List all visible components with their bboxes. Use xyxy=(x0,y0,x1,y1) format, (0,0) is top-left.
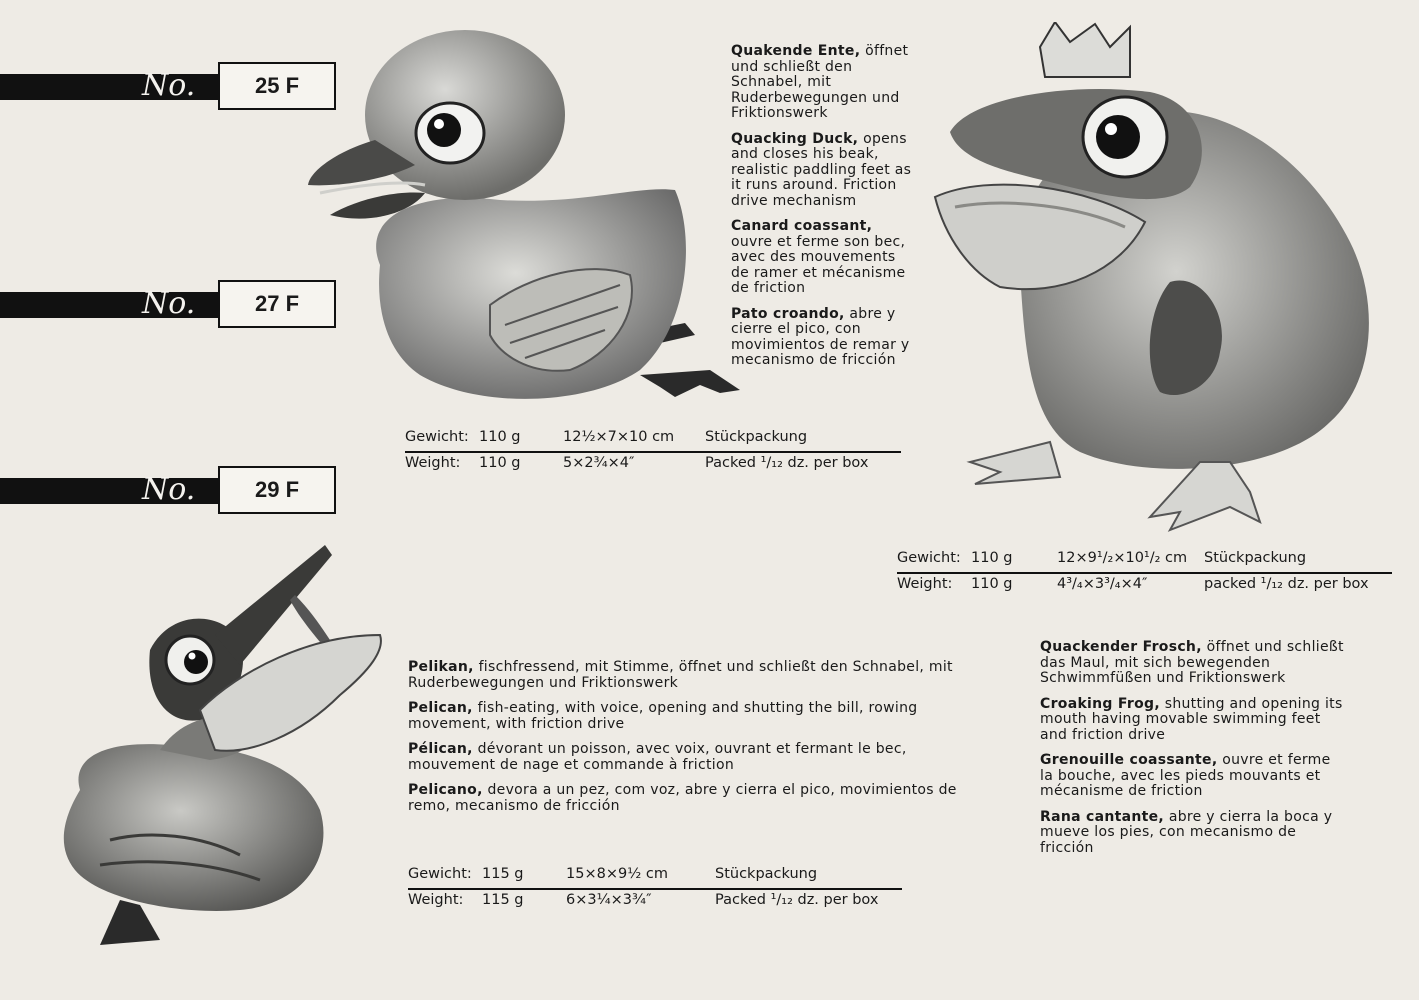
frog-desc-de: Quackender Frosch, öffnet und schließt das Maul, mit sich bewegenden Schwimmfüßen und Friktionswerk xyxy=(1040,639,1344,686)
duck-desc-es: Pato croando, abre y cierre el pico, con movimientos de remar y mecanismo de fricción xyxy=(731,305,910,368)
pelican-desc-de: Pelikan, fischfressend, mit Stimme, öffnet und schließt den Schnabel, mit Ruderbewegungen und Friktionswerk xyxy=(408,659,953,691)
item-code: 27 F xyxy=(218,280,336,328)
duck-desc-fr: Canard coassant, ouvre et ferme son bec, avec des mouvements de ramer et mécanisme de friction xyxy=(731,218,906,296)
frog-desc-fr: Grenouille coassante, ouvre et ferme la bouche, avec les pieds mouvants et mécanisme de friction xyxy=(1040,752,1331,799)
item-number-25f xyxy=(0,62,340,114)
frog-desc-es: Rana cantante, abre y cierra la boca y mueve los pies, con mecanismo de fricción xyxy=(1040,808,1333,856)
duck-illustration xyxy=(300,25,750,420)
frog-desc-en: Croaking Frog, shutting and opening its mouth having movable swimming feet and friction drive xyxy=(1040,695,1343,743)
duck-description xyxy=(731,44,917,379)
item-code: 29 F xyxy=(218,466,336,514)
spec-row-imperial: Weight: 110 g 5×2¾×4″ Packed ¹/₁₂ dz. per box xyxy=(405,455,869,471)
pelican-illustration xyxy=(40,540,400,955)
duck-desc-de: Quakende Ente, öffnet und schließt den Schnabel, mit Ruderbewegungen und Friktionswerk xyxy=(731,43,909,121)
pelican-desc-en: Pelican, fish-eating, with voice, opening and shutting the bill, rowing movement, with friction drive xyxy=(408,700,918,732)
no-label: No. xyxy=(142,472,196,507)
spec-row-imperial: Weight: 115 g 6×3¼×3¾″ Packed ¹/₁₂ dz. per box xyxy=(408,892,879,908)
no-label: No. xyxy=(142,286,196,321)
spec-row-metric: Gewicht: 110 g 12×9¹/₂×10¹/₂ cm Stückpackung xyxy=(897,550,1307,566)
item-number-29f xyxy=(0,466,340,518)
frog-description xyxy=(1040,640,1348,866)
no-label: No. xyxy=(142,68,196,103)
frog-spec-table xyxy=(897,546,1392,600)
pelican-desc-es: Pelicano, devora a un pez, com voz, abre y cierra el pico, movimientos de remo, mecanismo de fricción xyxy=(408,782,957,814)
spec-row-imperial: Weight: 110 g 4³/₄×3³/₄×4″ packed ¹/₁₂ dz. per box xyxy=(897,576,1369,592)
pelican-description xyxy=(408,660,998,824)
pelican-desc-fr: Pélican, dévorant un poisson, avec voix, ouvrant et fermant le bec, mouvement de nage et commande à friction xyxy=(408,741,907,773)
spec-row-metric: Gewicht: 115 g 15×8×9½ cm Stückpackung xyxy=(408,866,818,882)
frog-illustration xyxy=(930,22,1390,532)
item-code: 25 F xyxy=(218,62,336,110)
duck-desc-en: Quacking Duck, opens and closes his beak, realistic paddling feet as it runs around. Friction drive mechanism xyxy=(731,130,912,209)
duck-spec-table xyxy=(405,425,901,479)
pelican-spec-table xyxy=(408,862,902,916)
spec-row-metric: Gewicht: 110 g 12½×7×10 cm Stückpackung xyxy=(405,429,808,445)
item-number-27f xyxy=(0,280,340,332)
